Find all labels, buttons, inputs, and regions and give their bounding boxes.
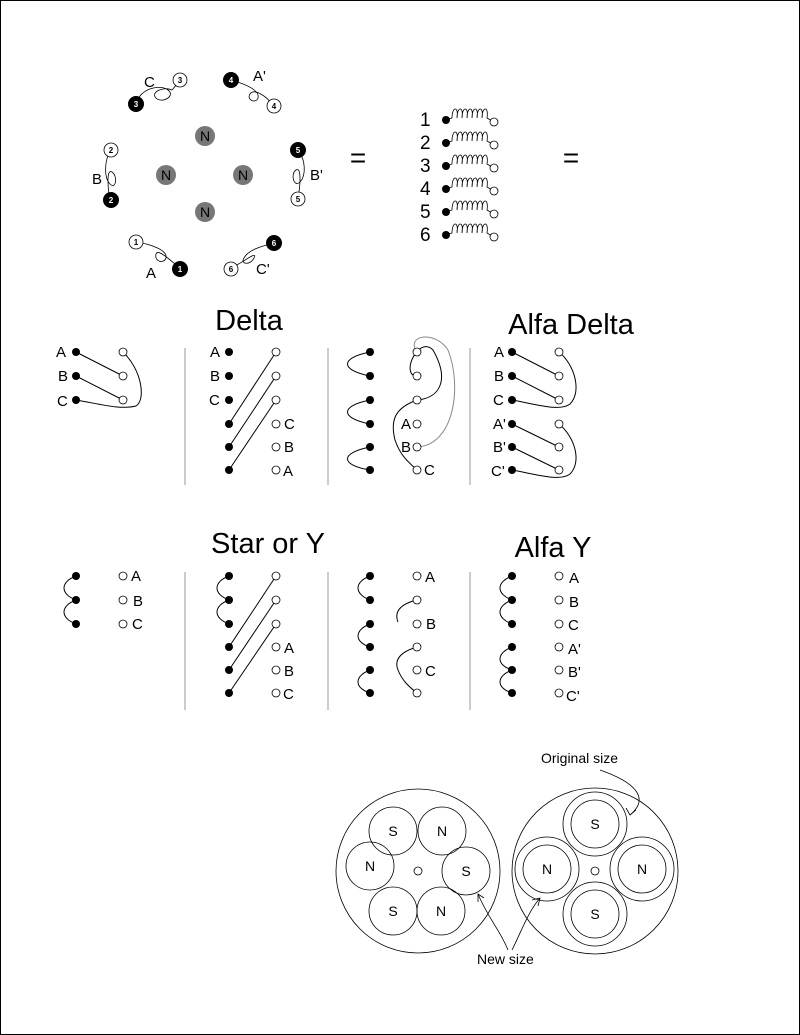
coil-spring xyxy=(446,224,494,237)
coil-letter: C xyxy=(144,74,155,91)
phase-label: C' xyxy=(566,688,580,705)
north-pole-label: N xyxy=(160,167,172,183)
delta-title: Delta xyxy=(215,305,283,337)
north-pole xyxy=(195,202,215,222)
phase-label: C xyxy=(568,617,579,634)
phase-label: A xyxy=(56,344,67,361)
coil-a-prime xyxy=(223,68,281,113)
phase-label: C xyxy=(209,392,220,409)
alfa-y-title: Alfa Y xyxy=(514,532,592,564)
coil-end-terminal xyxy=(490,210,498,218)
coil-terminal-label: 5 xyxy=(295,146,301,155)
coil-terminal-label: 1 xyxy=(133,238,139,247)
phase-label: A xyxy=(210,344,221,361)
coil-end-terminal xyxy=(490,164,498,172)
phase-label: B xyxy=(284,439,295,456)
phase-label: A xyxy=(283,463,294,480)
phase-label: B xyxy=(569,594,580,611)
phase-label: A' xyxy=(493,416,506,433)
delta-panel-six-lead xyxy=(209,344,295,480)
south-pole-label: S xyxy=(388,903,398,919)
north-pole-label: N xyxy=(364,858,376,874)
coil-spring xyxy=(446,109,494,122)
coil-number: 1 xyxy=(420,110,431,131)
south-pole-label: S xyxy=(590,816,600,832)
north-pole-label: N xyxy=(199,128,211,144)
coil-row xyxy=(420,155,498,177)
coil-b-prime xyxy=(290,142,323,206)
phase-label: B xyxy=(133,593,144,610)
coil-spring xyxy=(446,201,494,214)
phase-label: A' xyxy=(568,641,581,658)
delta-panel-series xyxy=(348,337,455,479)
star-panel-series xyxy=(358,569,436,697)
coil-letter: A' xyxy=(253,68,266,85)
coil-spring xyxy=(446,132,494,145)
coil-terminal-label: 3 xyxy=(133,100,139,109)
rotor-original-size xyxy=(512,788,678,954)
coil-end-terminal xyxy=(490,141,498,149)
phase-label: C xyxy=(57,393,68,410)
phase-label: B xyxy=(401,439,412,456)
south-pole-label: S xyxy=(590,906,600,922)
coil-letter: C' xyxy=(256,261,270,278)
star-panel-six-lead xyxy=(217,572,294,703)
rotor-new-size xyxy=(336,789,500,953)
coil-row xyxy=(420,224,498,246)
coil-row xyxy=(420,132,498,154)
phase-label: C xyxy=(132,616,143,633)
north-pole xyxy=(156,165,176,185)
stator-diagram xyxy=(92,68,323,282)
coil-terminal-label: 6 xyxy=(228,265,234,274)
coil-terminal-label: 2 xyxy=(108,196,114,205)
coil-terminal-label: 4 xyxy=(228,76,234,85)
phase-label: A xyxy=(131,568,142,585)
phase-label: B' xyxy=(493,439,506,456)
phase-label: B' xyxy=(568,664,581,681)
coil-terminal-label: 1 xyxy=(177,265,183,274)
phase-label: C xyxy=(283,686,294,703)
phase-label: C xyxy=(425,663,436,680)
coil-row xyxy=(420,201,498,223)
coil-c-prime xyxy=(224,235,282,278)
north-pole xyxy=(233,165,253,185)
phase-label: A xyxy=(569,570,580,587)
phase-label: A xyxy=(494,344,505,361)
phase-label: B xyxy=(210,368,221,385)
coil-b xyxy=(92,143,119,208)
coil-letter: A xyxy=(146,265,157,282)
alfa-y-panel xyxy=(500,570,581,705)
coil-a xyxy=(129,235,188,282)
star-panel-basic xyxy=(64,568,143,633)
phase-label: B xyxy=(58,368,69,385)
rotor-annotations xyxy=(477,750,639,967)
phase-label: A xyxy=(284,640,295,657)
coil-number: 4 xyxy=(420,179,431,200)
coil-terminal-label: 2 xyxy=(108,146,114,155)
equals-sign: = xyxy=(562,142,580,173)
coil-terminal-label: 6 xyxy=(271,239,277,248)
north-pole xyxy=(195,126,215,146)
coil-terminal-label: 5 xyxy=(295,195,301,204)
phase-label: B xyxy=(284,663,295,680)
coil-list xyxy=(420,109,498,246)
original-size-label: Original size xyxy=(541,750,619,766)
phase-label: C xyxy=(424,462,435,479)
phase-label: C xyxy=(493,392,504,409)
north-pole-label: N xyxy=(199,204,211,220)
phase-label: C xyxy=(284,416,295,433)
north-pole-label: N xyxy=(541,861,553,877)
coil-number: 5 xyxy=(420,202,431,223)
coil-c xyxy=(128,73,187,112)
coil-row xyxy=(420,109,498,131)
star-title: Star or Y xyxy=(211,528,325,560)
phase-label: B xyxy=(494,368,505,385)
coil-end-terminal xyxy=(490,187,498,195)
coil-terminal-label: 3 xyxy=(177,76,183,85)
phase-label: C' xyxy=(491,463,505,480)
phase-label: B xyxy=(426,616,437,633)
south-pole-label: S xyxy=(388,823,398,839)
coil-letter: B xyxy=(92,171,103,188)
coil-row xyxy=(420,178,498,200)
coil-spring xyxy=(446,178,494,191)
south-pole-label: S xyxy=(461,863,471,879)
north-pole-label: N xyxy=(237,167,249,183)
coil-number: 2 xyxy=(420,133,431,154)
alfa-delta-title: Alfa Delta xyxy=(508,309,634,341)
delta-panel-basic xyxy=(56,344,141,410)
phase-label: A xyxy=(425,569,436,586)
north-pole-label: N xyxy=(435,903,447,919)
coil-number: 3 xyxy=(420,156,431,177)
coil-spring xyxy=(446,155,494,168)
coil-number: 6 xyxy=(420,225,431,246)
coil-terminal-label: 4 xyxy=(271,102,277,111)
new-size-label: New size xyxy=(477,951,534,967)
coil-end-terminal xyxy=(490,233,498,241)
equals-sign: = xyxy=(349,142,367,173)
north-pole-label: N xyxy=(636,861,648,877)
arrow-head-icon xyxy=(626,808,636,815)
coil-end-terminal xyxy=(490,118,498,126)
north-pole-label: N xyxy=(436,823,448,839)
alfa-delta-panel xyxy=(491,344,576,480)
coil-letter: B' xyxy=(310,167,323,184)
page-border xyxy=(1,1,800,1035)
phase-label: A xyxy=(401,416,412,433)
